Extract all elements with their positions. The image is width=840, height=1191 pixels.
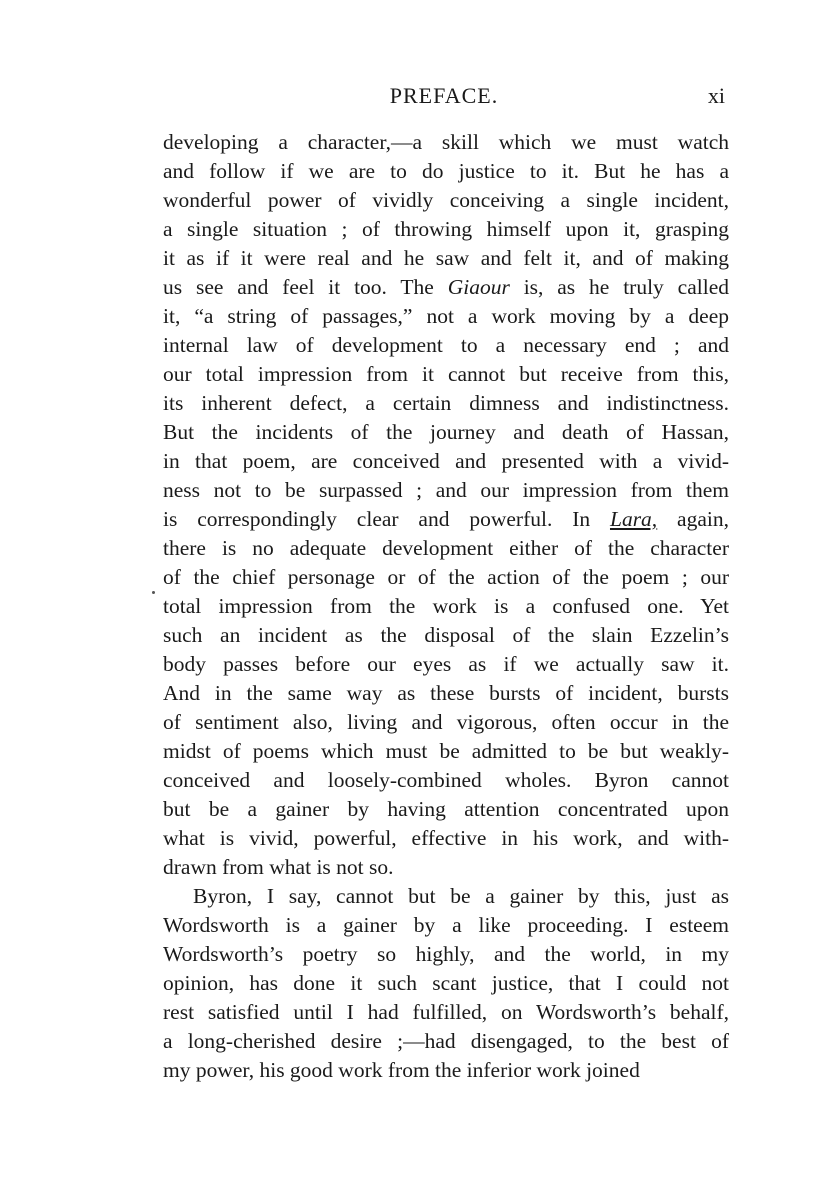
italic-title: Giaour [447,275,510,299]
text-line [163,650,729,679]
text-line [163,621,729,650]
text-line [163,969,729,998]
text-run: and follow if we are to do justice to it. But he has a [163,159,729,183]
text-run: again, [657,507,729,531]
text-line [163,389,729,418]
text-line [163,418,729,447]
text-run: a long-cherished desire ;—had disengaged, to the best of [163,1029,729,1053]
text-line [163,244,729,273]
text-line [163,708,729,737]
text-run: body passes before our eyes as if we actually saw it. [163,652,729,676]
text-line [163,157,729,186]
text-line [163,940,729,969]
text-line [163,882,729,911]
text-line [163,563,729,592]
text-run: opinion, has done it such scant justice, that I could not [163,971,729,995]
text-line [163,476,729,505]
text-run: a single situation ; of throwing himself upon it, grasping [163,217,729,241]
text-run: is, as he truly called [509,275,729,299]
body-text [163,128,729,1085]
text-run: And in the same way as these bursts of incident, bursts [163,681,729,705]
text-line [163,737,729,766]
text-line [163,186,729,215]
text-line [163,998,729,1027]
text-run: midst of poems which must be admitted to be but weakly- [163,739,729,763]
text-run: such an incident as the disposal of the slain Ezzelin’s [163,623,729,647]
text-run: ness not to be surpassed ; and our impression from them [163,478,729,502]
text-run: it, “a string of passages,” not a work moving by a deep [163,304,729,328]
text-run: it as if it were real and he saw and felt it, and of making [163,246,729,270]
text-run: Wordsworth’s poetry so highly, and the world, in my [163,942,729,966]
text-run: conceived and loosely-combined wholes. Byron cannot [163,768,729,792]
margin-speck [152,591,155,594]
text-line [163,766,729,795]
text-line [163,505,729,534]
text-run: of sentiment also, living and vigorous, often occur in the [163,710,729,734]
text-run: what is vivid, powerful, effective in his work, and with- [163,826,729,850]
text-run: our total impression from it cannot but receive from this, [163,362,729,386]
text-run: drawn from what is not so. [163,855,394,879]
text-run: us see and feel it too. The [163,275,448,299]
text-run: its inherent defect, a certain dimness and indistinctness. [163,391,729,415]
text-run: total impression from the work is a confused one. Yet [163,594,729,618]
text-run: rest satisfied until I had fulfilled, on Wordsworth’s behalf, [163,1000,729,1024]
running-title: PREFACE. [389,83,499,108]
text-run: But the incidents of the journey and death of Hassan, [163,420,729,444]
text-line [163,795,729,824]
text-run: there is no adequate development either of the character [163,536,729,560]
text-line [163,215,729,244]
text-line [163,302,729,331]
text-line [163,911,729,940]
text-run: is correspondingly clear and powerful. In [163,507,610,531]
text-line [163,592,729,621]
paragraph [163,128,729,882]
text-line [163,1027,729,1056]
text-line [163,534,729,563]
text-run: in that poem, are conceived and presented with a vivid- [163,449,729,473]
text-line [163,853,729,882]
text-line [163,679,729,708]
text-run: Wordsworth is a gainer by a like proceeding. I esteem [163,913,729,937]
page-number: xi [707,83,725,108]
text-line [163,273,729,302]
paragraph [163,882,729,1085]
text-run: Byron, I say, cannot but be a gainer by this, just as [193,884,729,908]
text-run: internal law of development to a necessary end ; and [163,333,729,357]
italic-title: Lara, [609,507,658,531]
text-run: of the chief personage or of the action of the poem ; our [163,565,729,589]
text-run: developing a character,—a skill which we must watch [163,130,729,154]
text-line [163,447,729,476]
text-run: but be a gainer by having attention concentrated upon [163,797,729,821]
text-line [163,824,729,853]
text-line [163,360,729,389]
text-line [163,1056,729,1085]
text-line [163,331,729,360]
text-run: wonderful power of vividly conceiving a single incident, [163,188,729,212]
text-run: my power, his good work from the inferior work joined [163,1058,640,1082]
text-line [163,128,729,157]
running-head [163,83,725,113]
